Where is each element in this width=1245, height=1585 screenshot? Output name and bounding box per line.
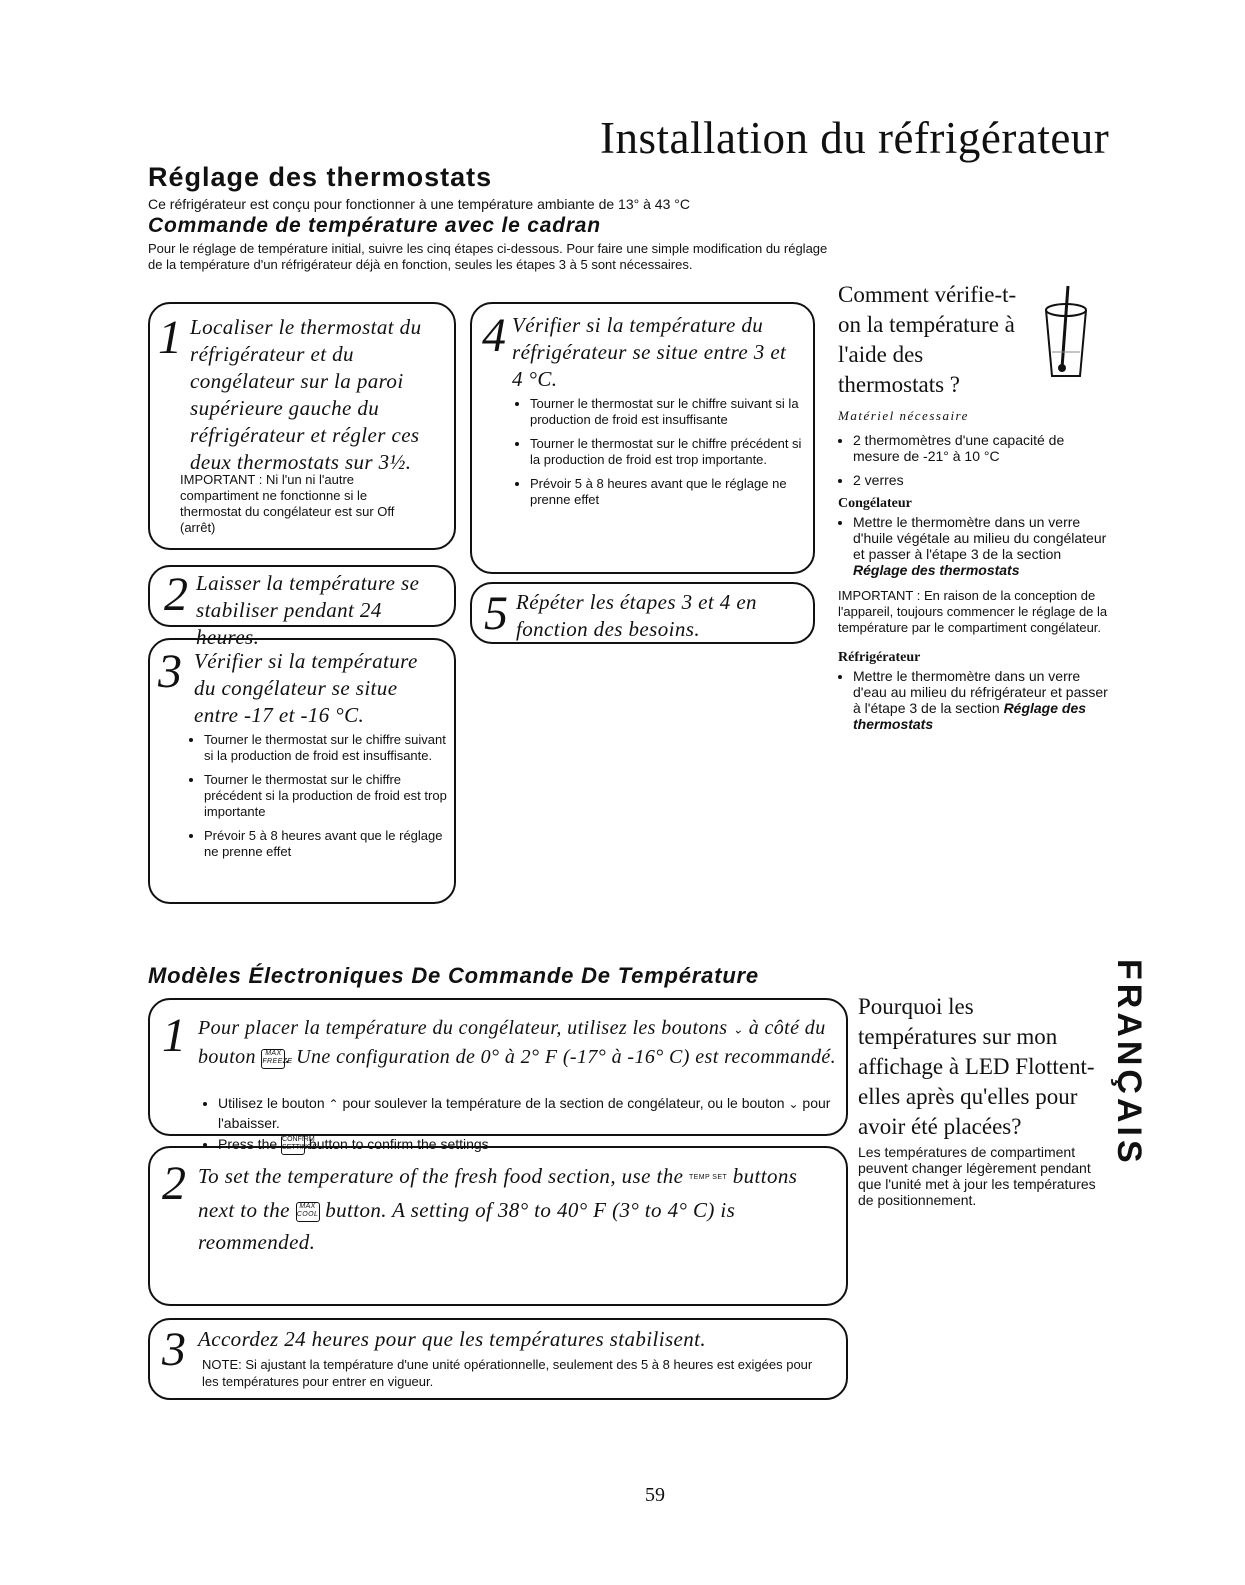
electronic-section-title: Modèles Électroniques De Commande De Température [148, 963, 759, 988]
freezer-instructions [838, 514, 1108, 578]
dial-subtitle: Commande de température avec le cadran [148, 214, 601, 237]
max-cool-icon: MAX COOL [296, 1202, 320, 1222]
intro-text: Ce réfrigérateur est conçu pour fonctionner à une température ambiante de 13° à 43 °C [148, 196, 690, 212]
step-number: 5 [484, 587, 508, 640]
step-number: 3 [162, 1323, 186, 1376]
step-number: 1 [158, 311, 182, 364]
step-bullets [514, 396, 810, 516]
fridge-text: Mettre le thermomètre dans un verre d'eau au milieu du réfrigérateur et passer à l'étape 3 de la section [853, 668, 1108, 716]
step-bullets [188, 732, 452, 868]
step-number: 1 [162, 1009, 186, 1062]
sidebar-heading: Pourquoi les températures sur mon affichage à LED Flottent-elles après qu'elles pour avoir été placées? [858, 994, 1095, 1139]
freezer-label: Congélateur [838, 496, 912, 511]
sidebar-led-question [858, 992, 1098, 1208]
list-item: • Tourner le thermostat sur le chiffre suivant si la production de froid est insuffisante. [204, 732, 452, 764]
title-part: To set the temperature of the fresh food section, use the [198, 1164, 684, 1188]
step-number: 2 [162, 1157, 186, 1210]
step-number: 3 [158, 645, 182, 698]
step-important: IMPORTANT : Ni l'un ni l'autre compartiment ne fonctionne si le thermostat du congélateur est sur Off (arrêt) [180, 472, 395, 535]
sidebar-check-temperature [838, 280, 1108, 740]
title-part: button. A setting of 38° to 40° F (3° to 4° C) is reommended. [198, 1198, 736, 1255]
title-part: Pour placer la température du congélateur, utilisez les boutons [198, 1017, 728, 1039]
freezer-text: Mettre le thermomètre dans un verre d'huile végétale au milieu du congélateur et passer à l'étape 3 de la section [853, 514, 1107, 562]
temp-down-icon: ⌄ [788, 1096, 799, 1111]
page-title: Installation du réfrigérateur [600, 113, 1110, 163]
page-number: 59 [645, 1484, 665, 1506]
list-item [218, 1094, 848, 1133]
list-item [853, 514, 1108, 578]
bullet-text: pour soulever la température de la section de congélateur, [342, 1095, 704, 1111]
bullet-text: pour l'abaisser. [218, 1095, 831, 1131]
temp-up-down-icon: ⌄ [732, 1022, 744, 1037]
bullet-text: Utilisez le bouton [218, 1095, 325, 1111]
temp-set-icon: TEMP SET [688, 1174, 728, 1182]
list-item [853, 668, 1108, 732]
step-number: 4 [482, 309, 506, 362]
step-note: NOTE: Si ajustant la température d'une unité opérationnelle, seulement des 5 à 8 heures est exigées pour les températures pour entrer en vigueur. [202, 1357, 813, 1389]
temp-up-icon: ⌃ [328, 1096, 339, 1111]
section-title: Réglage des thermostats [148, 162, 493, 192]
step-5-box [470, 582, 815, 644]
list-item: • Tourner le thermostat sur le chiffre précédent si la production de froid est trop importante. [530, 436, 810, 468]
sidebar-text: Les températures de compartiment peuvent changer légèrement pendant que l'unité met à jour les températures de positionnement. [858, 1144, 1096, 1208]
language-tab-label: FRANÇAIS [1110, 959, 1149, 1167]
step-1-box [148, 302, 456, 550]
electronic-step-2-box [148, 1146, 848, 1306]
step-title: Vérifier si la température du congélateur se situe entre -17 et -16 °C. [194, 649, 418, 727]
list-item: • 2 thermomètres d'une capacité de mesure de -21° à 10 °C [853, 432, 1108, 464]
step-title: Vérifier si la température du réfrigérateur se situe entre 3 et 4 °C. [512, 313, 787, 391]
language-tab [1110, 955, 1149, 1255]
list-item: • Tourner le thermostat sur le chiffre précédent si la production de froid est trop importante [204, 772, 452, 820]
bullet-text: Press the [218, 1135, 278, 1152]
bullet-text: button to confirm the settings [308, 1135, 489, 1152]
step-title [198, 1014, 838, 1071]
materials-list [838, 432, 1108, 488]
electronic-step-3-box [148, 1318, 848, 1400]
section-reference: Réglage des thermostats [853, 562, 1020, 578]
list-item: • Prévoir 5 à 8 heures avant que le réglage ne prenne effet [204, 828, 452, 860]
electronic-step-1-box [148, 998, 848, 1152]
step-title: Répéter les étapes 3 et 4 en fonction des besoins. [516, 590, 757, 641]
step-title: Accordez 24 heures pour que les températures stabilisent. [198, 1327, 707, 1351]
list-item: • 2 verres [853, 472, 1108, 488]
materials-label: Matériel nécessaire [838, 408, 969, 423]
step-3-box [148, 638, 456, 904]
step-4-box [470, 302, 815, 574]
fridge-instructions [838, 668, 1108, 732]
step-title: Localiser le thermostat du réfrigérateur et du congélateur sur la paroi supérieure gauche du réfrigérateur et régler ces deux thermostats sur 3½. [190, 315, 422, 474]
list-item: • Tourner le thermostat sur le chiffre suivant si la production de froid est insuffisante [530, 396, 810, 428]
confirm-settings-icon: CONFIRM SETTINGS [281, 1135, 305, 1155]
title-part: buttons next to the [198, 1164, 798, 1223]
step-number: 2 [164, 568, 188, 621]
thermometer-glass-icon [1034, 282, 1096, 380]
title-part: à côté du bouton [198, 1017, 826, 1069]
step-2-box [148, 565, 456, 649]
title-part: . Une configuration de 0° à 2° F (-17° à -16° C) est recommandé. [285, 1046, 837, 1069]
important-note: IMPORTANT : En raison de la conception de l'appareil, toujours commencer le réglage de la température par le compartiment congélateur. [838, 588, 1108, 635]
fridge-label: Réfrigérateur [838, 650, 921, 665]
step-title: Laisser la température se stabiliser pendant 24 heures. [196, 571, 420, 649]
dial-intro-text: Pour le réglage de température initial, suivre les cinq étapes ci-dessous. Pour faire une simple modification du réglage de la température d'un réfrigérateur déjà en fonction, seules les étapes 3 à 5 sont nécessaires. [148, 241, 828, 272]
step-title [198, 1160, 798, 1258]
max-freeze-icon: MAX FREEZE [261, 1049, 285, 1069]
bullet-text: ou le bouton [707, 1095, 785, 1111]
sidebar-heading: Comment vérifie-t-on la température à l'aide des thermostats ? [838, 282, 1017, 397]
list-item: • Prévoir 5 à 8 heures avant que le réglage ne prenne effet [530, 476, 810, 508]
section-reference: Réglage des thermostats [853, 700, 1087, 732]
